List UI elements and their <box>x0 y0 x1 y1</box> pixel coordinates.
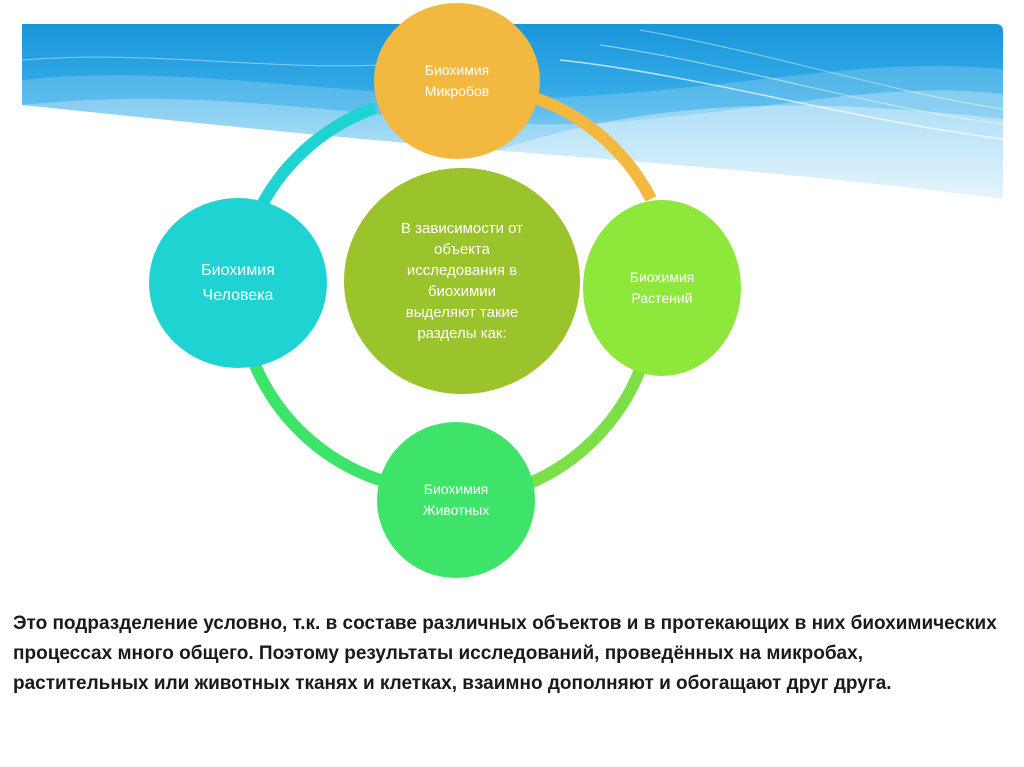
node-biochemistry-microbes <box>374 3 540 159</box>
center-label: В зависимости от объекта исследования в биохимии выделяют такие разделы как: <box>400 220 524 342</box>
node-biochemistry-plants <box>583 200 741 376</box>
caption-text: Это подразделение условно, т.к. в составе различных объектов и в протекающих в них биохимических процессах много общего. Поэтому результаты исследований, проведённых на микробах, растительных или животных тканях и клетках, взаимно дополняют и обогащают друг друга. <box>13 613 997 694</box>
ring-arc-microbes-plants <box>535 98 651 199</box>
node-biochemistry-human <box>149 198 327 368</box>
node-label: Биохимия Животных <box>422 481 490 518</box>
center-node <box>344 168 580 394</box>
node-biochemistry-animals <box>377 422 535 578</box>
ring-arc-animals-human <box>255 365 380 480</box>
node-label: Биохимия Микробов <box>424 62 490 99</box>
ring-arc-plants-animals <box>530 370 640 483</box>
node-label: Биохимия Человека <box>201 262 275 304</box>
ring-arc-human-microbes <box>263 108 375 203</box>
node-label: Биохимия Растений <box>629 269 695 306</box>
